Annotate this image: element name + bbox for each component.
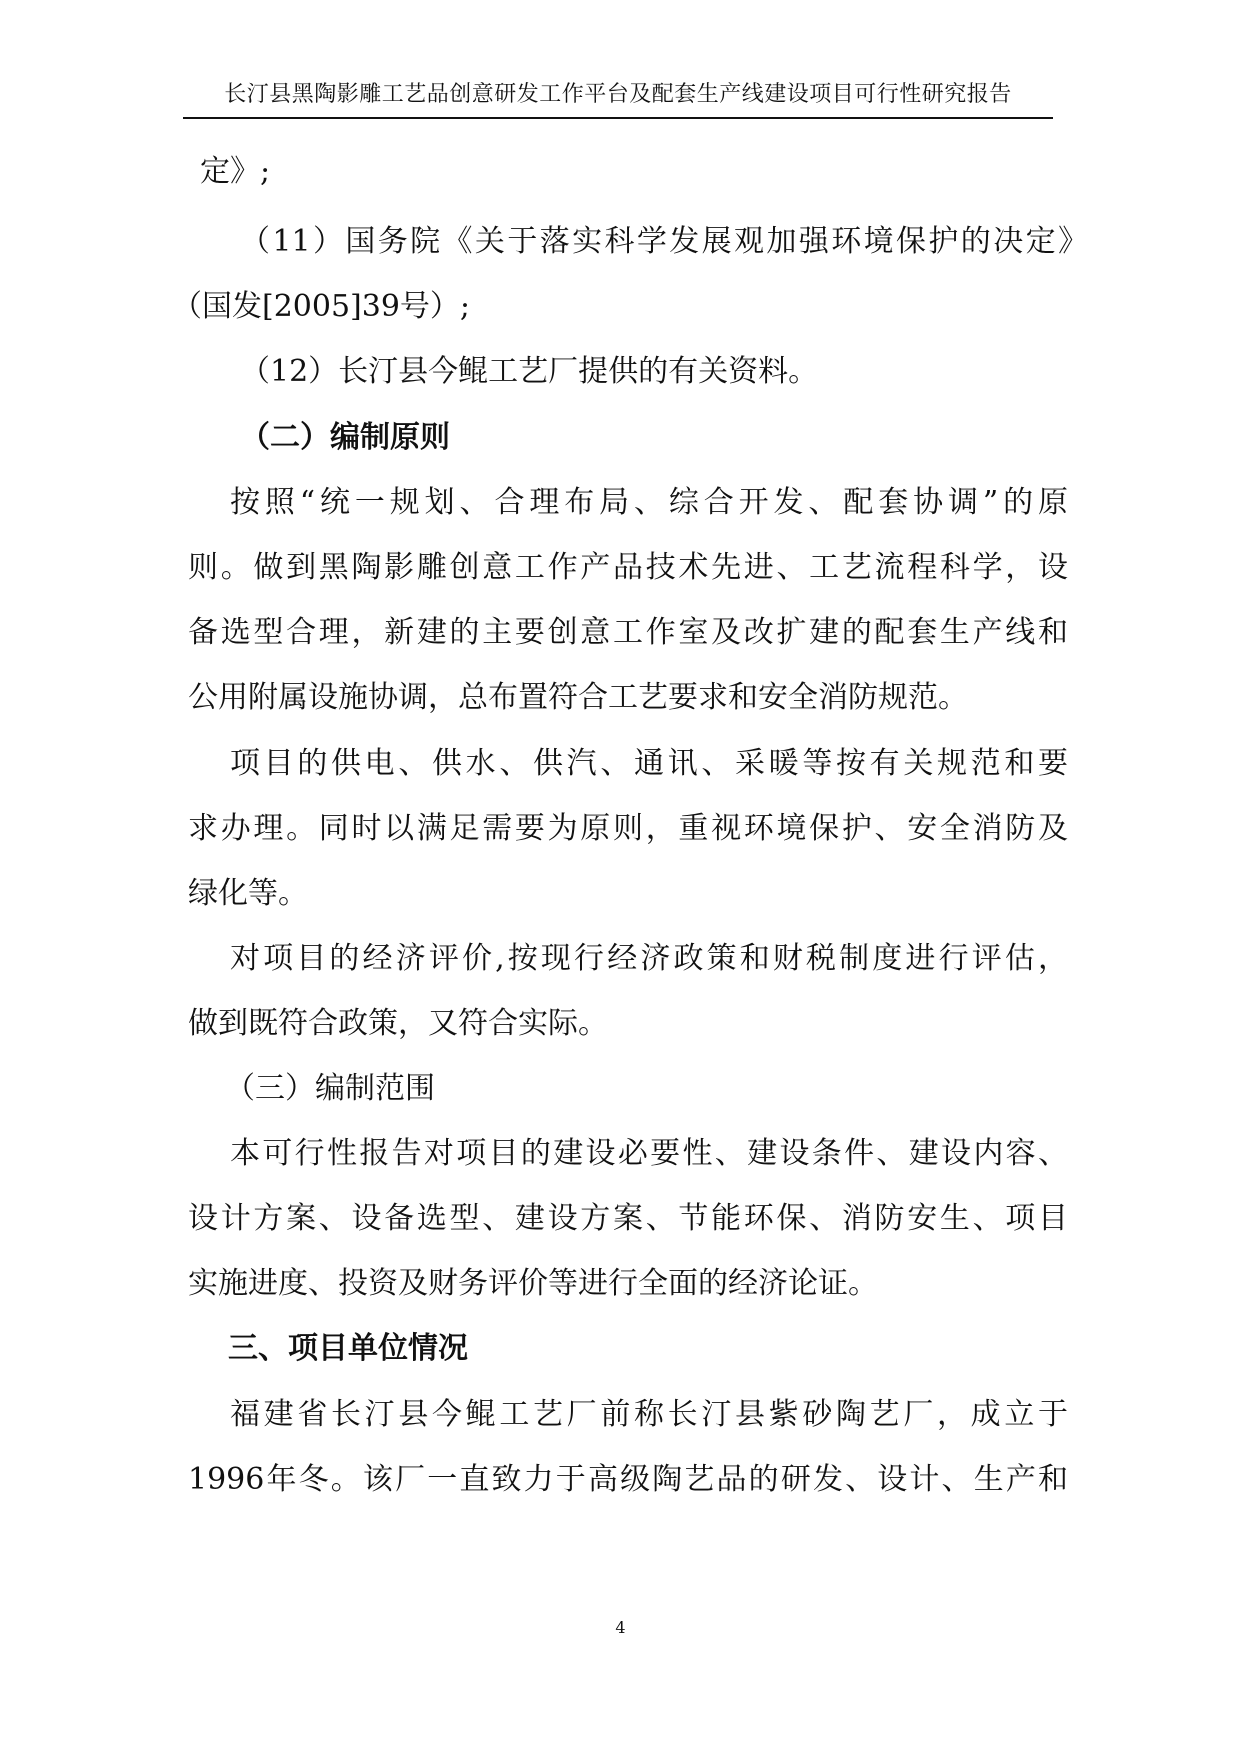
text-line: 则。做到黑陶影雕创意工作产品技术先进、工艺流程科学，设 (188, 550, 1068, 585)
text-line: （12）长汀县今鲲工艺厂提供的有关资料。 (240, 354, 819, 389)
section-heading: （二）编制原则 (240, 420, 450, 455)
text-line: 求办理。同时以满足需要为原则，重视环境保护、安全消防及 (188, 811, 1068, 846)
text-line: 设计方案、设备选型、建设方案、节能环保、消防安生、项目 (188, 1201, 1068, 1236)
section-heading: 三、项目单位情况 (228, 1331, 468, 1366)
text-line: 1996年冬。该厂一直致力于高级陶艺品的研发、设计、生产和 (188, 1462, 1068, 1497)
text-line: 定》; (200, 154, 271, 189)
text-line: （国发[2005]39号）; (172, 289, 471, 324)
text-line: 本可行性报告对项目的建设必要性、建设条件、建设内容、 (230, 1136, 1068, 1171)
section-heading: （三）编制范围 (225, 1071, 435, 1106)
text-line: 绿化等。 (188, 876, 308, 911)
page-number: 4 (615, 1618, 626, 1637)
text-line: （11）国务院《关于落实科学发展观加强环境保护的决定》 (240, 224, 1088, 259)
text-line: 备选型合理，新建的主要创意工作室及改扩建的配套生产线和 (188, 615, 1068, 650)
text-line: 实施进度、投资及财务评价等进行全面的经济论证。 (188, 1266, 878, 1301)
text-line: 对项目的经济评价,按现行经济政策和财税制度进行评估， (230, 941, 1068, 976)
text-line: 公用附属设施协调，总布置符合工艺要求和安全消防规范。 (188, 680, 968, 715)
running-header: 长汀县黑陶影雕工艺品创意研发工作平台及配套生产线建设项目可行性研究报告 (224, 82, 1012, 107)
text-line: 按照“统一规划、合理布局、综合开发、配套协调”的原 (230, 485, 1068, 520)
text-line: 福建省长汀县今鲲工艺厂前称长汀县紫砂陶艺厂，成立于 (230, 1397, 1068, 1432)
text-line: 做到既符合政策，又符合实际。 (188, 1006, 608, 1041)
header-rule (183, 117, 1053, 119)
text-line: 项目的供电、供水、供汽、通讯、采暖等按有关规范和要 (230, 746, 1068, 781)
